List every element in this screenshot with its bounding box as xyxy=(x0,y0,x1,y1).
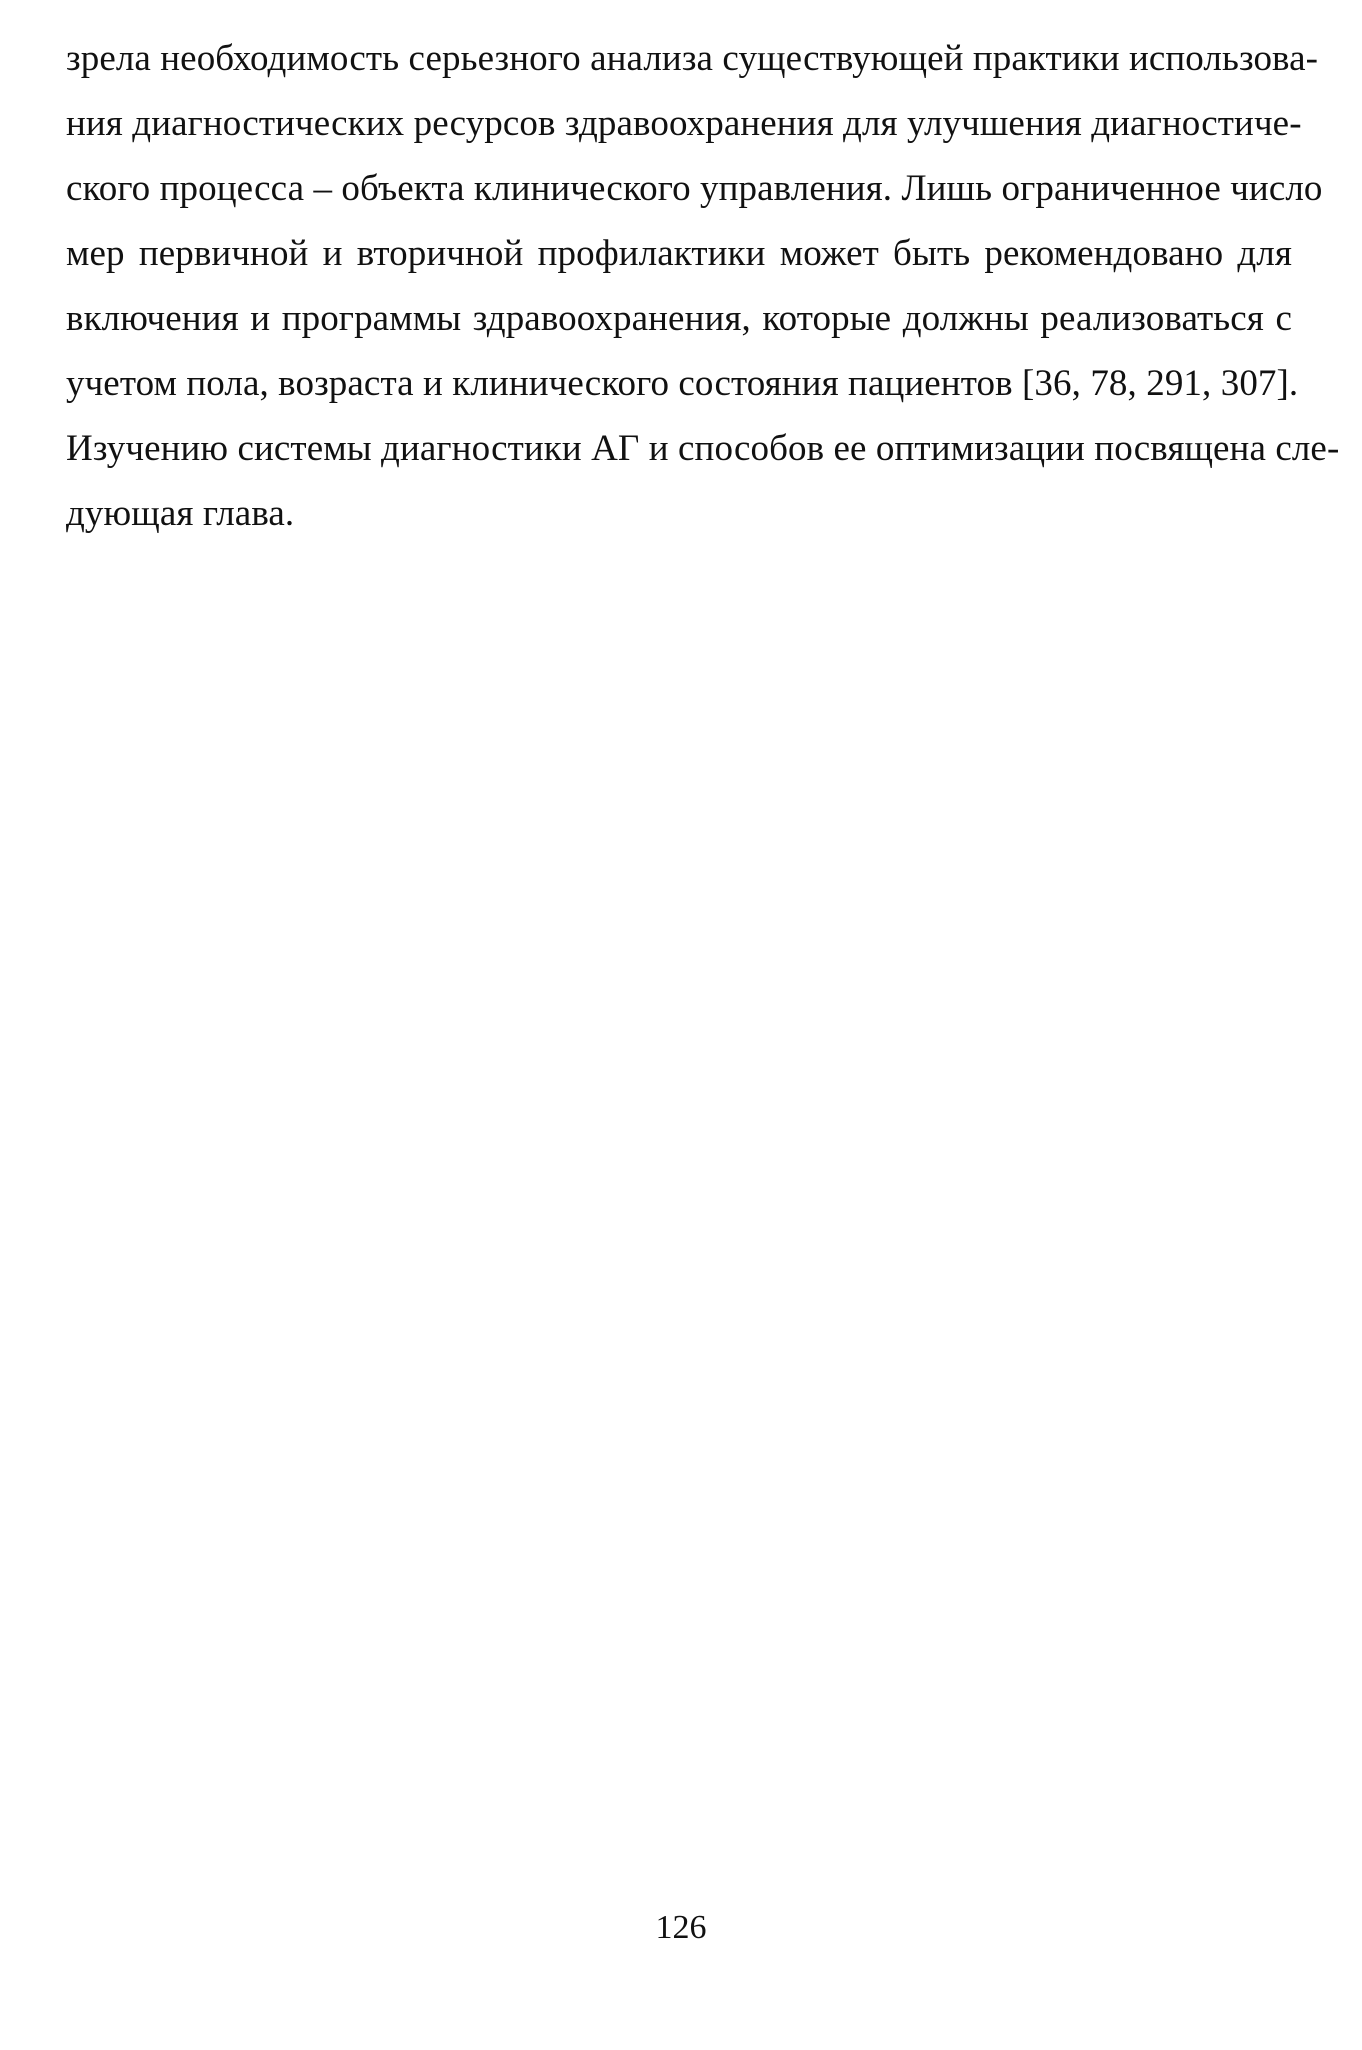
text-line: ского процесса – объекта клинического управления. Лишь ограниченное число xyxy=(66,168,1323,209)
text-line: зрела необходимость серьезного анализа существующей практики использова- xyxy=(66,38,1319,79)
body-paragraph xyxy=(66,26,1340,546)
page-number: 126 xyxy=(655,1909,707,1946)
text-line: включения и программы здравоохранения, которые должны реализоваться с xyxy=(66,298,1292,339)
text-line: Изучению системы диагностики АГ и способов ее оптимизации посвящена сле- xyxy=(66,428,1340,469)
text-line: мер первичной и вторичной профилактики может быть рекомендовано для xyxy=(66,233,1292,274)
text-line: ния диагностических ресурсов здравоохранения для улучшения диагностиче- xyxy=(66,103,1302,144)
text-line: дующая глава. xyxy=(66,493,295,534)
text-line: учетом пола, возраста и клинического состояния пациентов [36, 78, 291, 307]. xyxy=(66,363,1299,404)
